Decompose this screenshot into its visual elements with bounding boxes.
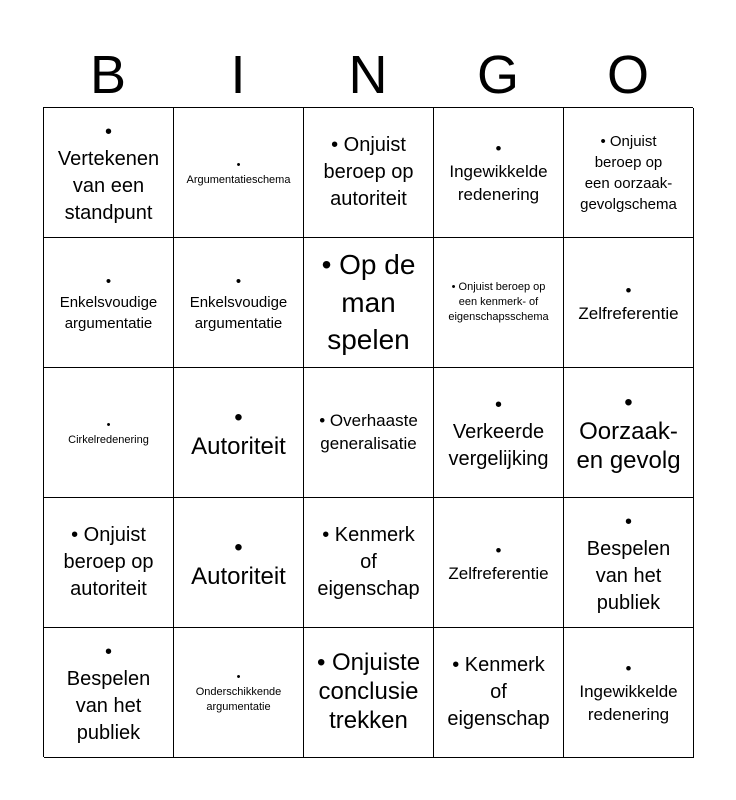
- bingo-cell[interactable]: • Cirkelredenering: [44, 368, 174, 498]
- bingo-cell[interactable]: • Autoriteit: [174, 498, 304, 628]
- bingo-cell[interactable]: • Ingewikkelde redenering: [564, 628, 694, 758]
- bingo-cell[interactable]: • Zelfreferentie: [434, 498, 564, 628]
- bingo-cell[interactable]: • Op de man spelen: [304, 238, 434, 368]
- bingo-cell[interactable]: • Bespelen van het publiek: [564, 498, 694, 628]
- bingo-cell[interactable]: • Onjuist beroep op een kenmerk- of eigenschapsschema: [434, 238, 564, 368]
- header-letter-b: B: [89, 45, 127, 105]
- bingo-cell[interactable]: • Argumentatieschema: [174, 108, 304, 238]
- bingo-cell[interactable]: • Kenmerk of eigenschap: [304, 498, 434, 628]
- bingo-cell[interactable]: • Ingewikkelde redenering: [434, 108, 564, 238]
- bingo-cell[interactable]: • Kenmerk of eigenschap: [434, 628, 564, 758]
- bingo-cell[interactable]: • Onjuist beroep op autoriteit: [44, 498, 174, 628]
- bingo-cell[interactable]: • Autoriteit: [174, 368, 304, 498]
- bingo-cell[interactable]: • Onjuist beroep op een oorzaak- gevolgschema: [564, 108, 694, 238]
- bingo-header: [43, 42, 693, 108]
- header-letter-i: I: [230, 45, 246, 105]
- bingo-cell[interactable]: • Bespelen van het publiek: [44, 628, 174, 758]
- bingo-cell[interactable]: • Onjuiste conclusie trekken: [304, 628, 434, 758]
- header-letter-o: O: [606, 45, 649, 105]
- bingo-cell[interactable]: • Enkelsvoudige argumentatie: [44, 238, 174, 368]
- bingo-cell[interactable]: • Vertekenen van een standpunt: [44, 108, 174, 238]
- bingo-cell[interactable]: • Onjuist beroep op autoriteit: [304, 108, 434, 238]
- bingo-cell[interactable]: • Enkelsvoudige argumentatie: [174, 238, 304, 368]
- bingo-cell[interactable]: • Verkeerde vergelijking: [434, 368, 564, 498]
- bingo-cell[interactable]: • Oorzaak- en gevolg: [564, 368, 694, 498]
- bingo-cell[interactable]: • Onderschikkende argumentatie: [174, 628, 304, 758]
- bingo-cell[interactable]: • Zelfreferentie: [564, 238, 694, 368]
- bingo-cell[interactable]: • Overhaaste generalisatie: [304, 368, 434, 498]
- bingo-card-grid: [43, 107, 693, 757]
- header-letter-n: N: [348, 45, 388, 105]
- header-letter-g: G: [476, 45, 519, 105]
